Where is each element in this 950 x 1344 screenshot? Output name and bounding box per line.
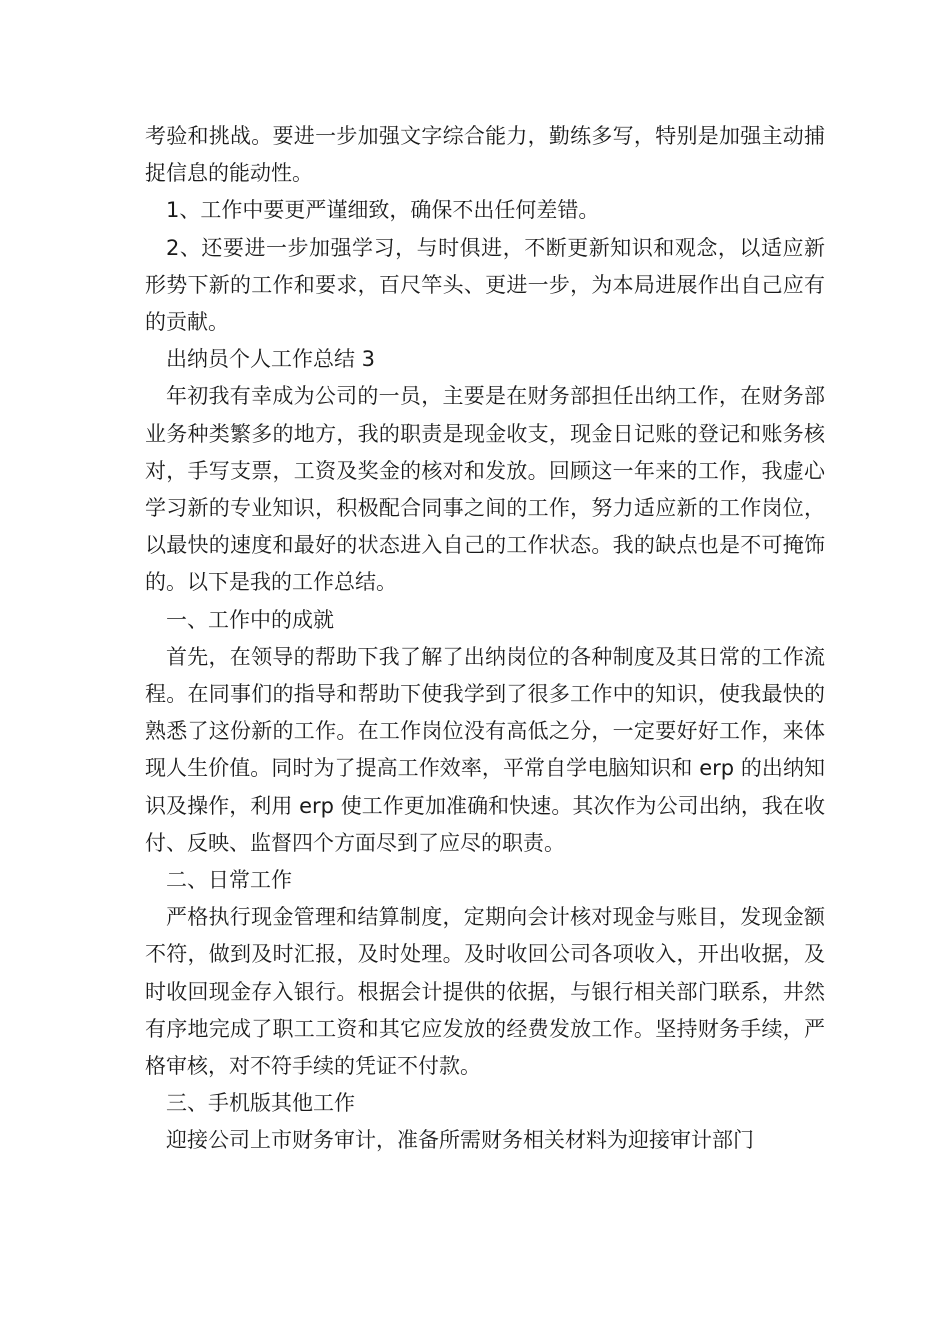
paragraph-1: 考验和挑战。要进一步加强文字综合能力，勤练多写，特别是加强主动捕捉信息的能动性。 bbox=[145, 124, 825, 186]
paragraph-3: 2、还要进一步加强学习，与时俱进，不断更新知识和观念，以适应新形势下新的工作和要求，百尺竿头、更进一步，为本局进展作出自己应有的贡献。 bbox=[145, 235, 825, 335]
section-title: 出纳员个人工作总结 3 bbox=[166, 347, 376, 372]
paragraph-4: 年初我有幸成为公司的一员，主要是在财务部担任出纳工作，在财务部业务种类繁多的地方，我的职责是现金收支，现金日记账的登记和账务核对，手写支票，工资及奖金的核对和发放。回顾这一年来的工作，我虚心学习新的专业知识，积极配合同事之间的工作，努力适应新的工作岗位，以最快的速度和最好的状态进入自己的工作状态。我的缺点也是不可掩饰的。以下是我的工作总结。 bbox=[145, 384, 825, 595]
heading-achievements: 一、工作中的成就 bbox=[166, 607, 334, 632]
paragraph-6: 严格执行现金管理和结算制度，定期向会计核对现金与账目，发现金额不符，做到及时汇报，及时处理。及时收回公司各项收入，开出收据，及时收回现金存入银行。根据会计提供的依据，与银行相关部门联系，井然有序地完成了职工工资和其它应发放的经费发放工作。坚持财务手续，严格审核，对不符手续的凭证不付款。 bbox=[145, 905, 825, 1079]
heading-other-work: 三、手机版其他工作 bbox=[166, 1091, 355, 1116]
heading-daily-work: 二、日常工作 bbox=[166, 868, 292, 893]
paragraph-7: 迎接公司上市财务审计，准备所需财务相关材料为迎接审计部门 bbox=[166, 1128, 754, 1153]
paragraph-2: 1、工作中要更严谨细致，确保不出任何差错。 bbox=[166, 198, 600, 223]
document-body bbox=[145, 118, 825, 1160]
paragraph-5: 首先，在领导的帮助下我了解了出纳岗位的各种制度及其日常的工作流程。在同事们的指导和帮助下使我学到了很多工作中的知识，使我最快的熟悉了这份新的工作。在工作岗位没有高低之分，一定要好好工作，来体现人生价值。同时为了提高工作效率，平常自学电脑知识和 erp 的出纳知识及操作，利用 erp 使工作更加准确和快速。其次作为公司出纳，我在收付、反映、监督四个方面尽到了应尽的职责。 bbox=[145, 644, 825, 855]
